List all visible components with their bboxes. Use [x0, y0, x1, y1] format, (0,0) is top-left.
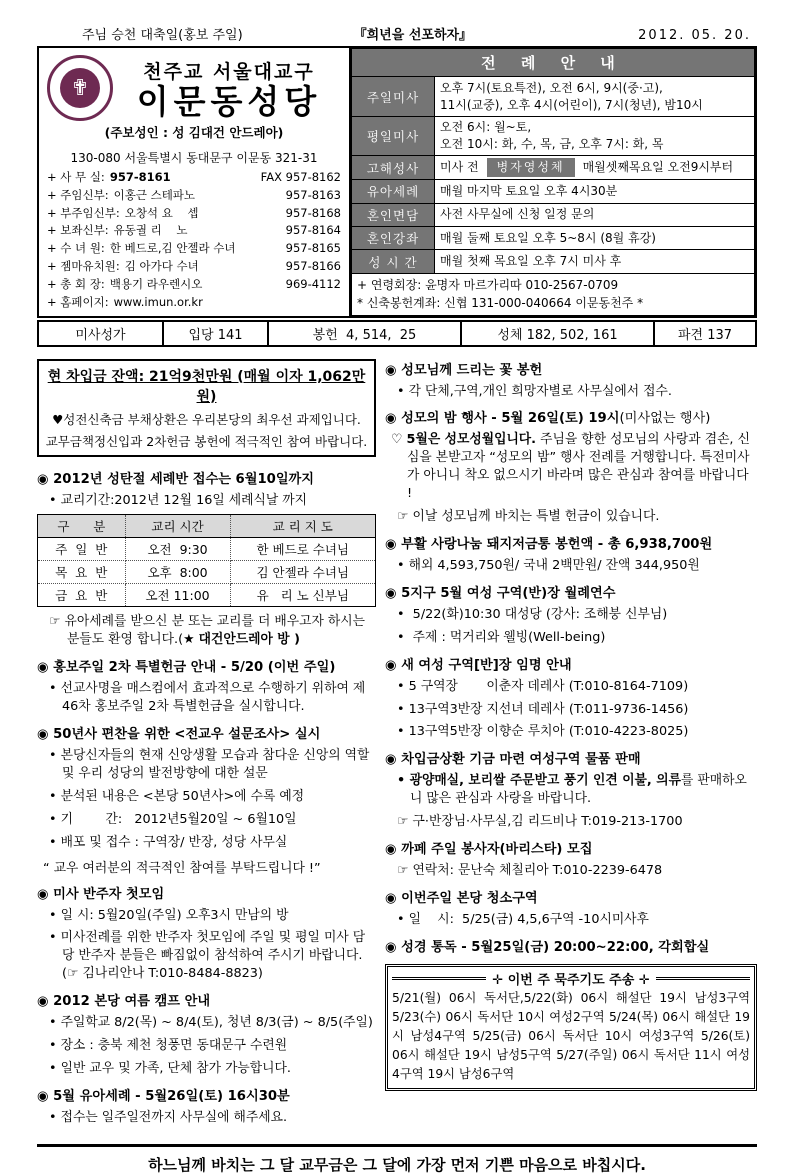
- building-fund-account: * 신축봉헌계좌: 신협 131-000-040664 이문동천주 *: [357, 296, 644, 311]
- contact-phone: 957-8163: [285, 187, 341, 202]
- year-motto: 『희년을 선포하자』: [353, 28, 473, 43]
- feast-day-title: 주님 승천 대축일(홍보 주일): [82, 28, 243, 43]
- appointee-2: • 13구역3반장 지선녀 데레사 (T:011-9736-1456): [397, 701, 689, 717]
- mary-month-paragraph: [385, 431, 757, 503]
- confession-label: 고해성사: [352, 155, 435, 179]
- section-heading: ◉ 2012 본당 여름 캠프 안내: [37, 994, 211, 1010]
- heart-symbol: ♡: [391, 432, 407, 448]
- section-womens-leader-training: [385, 582, 757, 647]
- section-goods-sale: [385, 748, 757, 831]
- section-heading: ◉ 새 여성 구역[반]장 임명 안내: [385, 657, 572, 673]
- contact-value: 한 베드로,김 안젤라 수녀: [109, 241, 236, 256]
- section-heading: ◉ 성경 통독 - 5월25일(금) 20:00~22:00, 각회합실: [385, 939, 710, 955]
- holy-hour-time: 매월 첫째 목요일 오후 7시 미사 후: [435, 250, 755, 273]
- contact-phone: 957-8168: [285, 205, 341, 220]
- weekday-mass-label: 평일미사: [352, 116, 435, 155]
- section-accompanist-meeting: [37, 883, 376, 984]
- section-bible-reading: [385, 936, 757, 955]
- section-heading: ◉ 차입금상환 기금 마련 여성구역 물품 판매: [385, 752, 641, 768]
- contact-label: + 사 무 실:: [47, 170, 105, 184]
- section-heading: ◉ 5지구 5월 여성 구역(반)장 월례연수: [385, 585, 616, 601]
- col-header-division: 구 분: [38, 515, 126, 538]
- homepage-url: www.imun.or.kr: [113, 294, 203, 309]
- table-row: [38, 584, 376, 607]
- brand-text: [117, 57, 341, 120]
- survey-quote: “ 교우 여러분의 적극적인 참여를 부탁드립니다 !”: [43, 860, 321, 876]
- class-name: 주 일 반: [38, 538, 126, 561]
- debt-line2: 교무금책정신입과 2차헌금 봉헌에 적극적인 참여 바랍니다.: [45, 433, 368, 449]
- debt-balance-title: 현 차입금 잔액: 21억9천만원 (매월 이자 1,062만원): [47, 368, 366, 405]
- section-heading: ◉ 성모님께 드리는 꽃 봉헌: [385, 362, 543, 378]
- class-time: 오전 9:30: [125, 538, 230, 561]
- weekday-mass-line1: 오전 6시: 월~토,: [440, 120, 532, 135]
- sunday-mass-line2: 11시(교중), 오후 4시(어린이), 7시(청년), 밤10시: [440, 97, 703, 112]
- section-summer-camp: [37, 990, 376, 1078]
- mary-month-text: 주님을 향한 성모님의 사랑과 겸손, 신심을 본받고자 “성모의 밤” 행사 전례를 거행합니다. 특전미사가 아니니 착오 없으시기 바라며 많은 관심과 참여를 바랍니다 !: [407, 432, 753, 502]
- camp-participation: • 일반 교우 및 가족, 단체 참가 가능합니다.: [49, 1061, 291, 1076]
- camp-dates: • 주일학교 8/2(목) ~ 8/4(토), 청년 8/3(금) ~ 8/5(주일): [49, 1015, 373, 1031]
- holy-hour-label: 성 시 간: [352, 250, 435, 273]
- section-christmas-baptism-class: [37, 468, 376, 650]
- sale-items-bold: • 광양매실, 보리쌀 주문받고 풍기 인견 이불, 의류: [397, 773, 681, 789]
- col-header-teacher: 교 리 지 도: [230, 515, 376, 538]
- catechism-period: • 교리기간:2012년 12월 16일 세례식날 까지: [49, 492, 308, 508]
- section-may-infant-baptism: [37, 1085, 376, 1127]
- offertory-hymns: 봉헌 4, 514, 25: [268, 321, 461, 346]
- liturgy-table-title: 전 례 안 내: [352, 49, 755, 77]
- marriage-consult-info: 사전 사무실에 신청 일정 문의: [435, 203, 755, 226]
- contact-row-associate-pastor: [47, 205, 341, 223]
- section-heading: [385, 407, 757, 426]
- section-heading: ◉ 5월 유아세례 - 5월26일(토) 16시30분: [37, 1088, 290, 1104]
- contact-row-assistant-priest: [47, 222, 341, 240]
- contact-row-homepage: [47, 294, 341, 312]
- sunday-mass-line1: 오후 7시(토요특전), 오전 6시, 9시(중·고),: [440, 80, 663, 95]
- sunday-mass-times: [435, 77, 755, 116]
- offering-detail: • 선교사명을 매스컴에서 효과적으로 수행하기 위하여 제46차 홍보주일 2차 특별헌금을 실시합니다.: [49, 681, 366, 715]
- cleaning-datetime: • 일 시: 5/25(금) 4,5,6구역 -10시미사후: [397, 912, 649, 927]
- contact-row-kindergarten: [47, 258, 341, 276]
- table-row: [38, 538, 376, 561]
- confession-time: 미사 전: [440, 160, 479, 175]
- flower-registration: • 각 단체,구역,개인 희망자별로 사무실에서 접수.: [397, 383, 672, 399]
- weekday-mass-times: [435, 116, 755, 155]
- contact-label: + 총 회 장:: [47, 276, 105, 291]
- contact-value: 백용기 라우렌시오: [109, 276, 203, 291]
- section-heading: ◉ 부활 사랑나눔 돼지저금통 봉헌액 - 총 6,938,700원: [385, 536, 713, 552]
- survey-distribution: • 배포 및 접수 : 구역장/ 반장, 성당 사무실: [49, 834, 288, 850]
- liturgy-panel: [351, 48, 755, 316]
- contact-label: + 주임신부:: [47, 187, 109, 202]
- mary-month-bold: 5월은 성모성월입니다.: [406, 432, 537, 448]
- contact-value: 김 아가다 수녀: [124, 259, 199, 274]
- contact-label: + 젬마유치원:: [47, 259, 120, 274]
- sale-contact: ☞ 구·반장님·사무실,김 리드비나 T:019-213-1700: [397, 814, 683, 830]
- table-row: [38, 561, 376, 584]
- patron-saint: (주보성인 : 성 김대건 안드레아): [104, 125, 284, 140]
- sale-items-rest: 를 판매하오니 많은 관심과 사랑을 바랍니다.: [410, 773, 747, 807]
- contact-value: 오창석 요 셉: [124, 205, 199, 220]
- contact-phone: FAX 957-8162: [260, 170, 341, 184]
- contact-row-pastor: [47, 187, 341, 205]
- church-logo-icon: [47, 55, 113, 121]
- right-column: [385, 359, 757, 1132]
- section-special-offering: [37, 656, 376, 716]
- piggybank-breakdown: • 해외 4,593,750원/ 국내 2백만원/ 잔액 344,950원: [397, 557, 700, 573]
- sick-communion-label: 병자영성체: [487, 158, 575, 177]
- church-name: 이문동성당: [136, 81, 322, 121]
- section-flower-offering: [385, 359, 757, 401]
- contact-label: + 수 녀 원:: [47, 241, 105, 256]
- room-name: 대건안드레아 방 ): [198, 632, 300, 648]
- masthead: [37, 46, 757, 318]
- section-piggybank-offering: [385, 533, 757, 575]
- class-teacher: 한 베드로 수녀님: [230, 538, 376, 561]
- contact-value: 957-8161: [109, 170, 171, 184]
- class-teacher: 유 리 노 신부님: [230, 584, 376, 607]
- contact-label: + 보좌신부:: [47, 223, 109, 238]
- appointee-1: • 5 구역장 이춘자 데레사 (T:010-8164-7109): [397, 678, 689, 694]
- training-topic: • 주제 : 먹거리와 웰빙(Well-being): [397, 629, 606, 645]
- survey-period: • 기 간: 2012년5월20일 ~ 6월10일: [49, 811, 297, 827]
- footer-message: 하느님께 바치는 그 달 교무금은 그 달에 가장 먼저 기쁜 마음으로 바칩시다.: [37, 1144, 757, 1175]
- class-teacher: 김 안젤라 수녀님: [230, 561, 376, 584]
- class-time: 오후 8:00: [125, 561, 230, 584]
- baptism-welcome-note: [37, 613, 376, 649]
- contact-phone: 969-4112: [285, 276, 341, 291]
- contact-value: 이홍근 스테파노: [113, 187, 196, 202]
- appointee-3: • 13구역5반장 이향순 루치아 (T:010-4223-8025): [397, 724, 689, 740]
- rosary-box-title: [392, 969, 750, 988]
- recessional-hymn: 파견 137: [654, 321, 756, 346]
- section-heading: ◉ 까페 주일 봉사자(바리스타) 모집: [385, 842, 593, 858]
- weekday-mass-line2: 오전 10시: 화, 수, 목, 금, 오후 7시: 화, 목: [440, 136, 664, 151]
- camp-location: • 장소 : 충북 제천 청풍면 동대문구 수련원: [49, 1038, 288, 1054]
- debt-balance-box: [37, 359, 376, 457]
- sick-communion-time: 매월셋째목요일 오전9시부터: [582, 160, 734, 175]
- contact-phone: 957-8165: [285, 241, 341, 256]
- contact-phone: 957-8164: [285, 223, 341, 238]
- hymns-title: 미사성가: [38, 321, 163, 346]
- section-heading: ◉ 홍보주일 2차 특별헌금 안내 - 5/20 (이번 주일): [37, 660, 336, 676]
- rosary-schedule: 5/21(월) 06시 독서단,5/22(화) 06시 해설단 19시 남성3구역 5/23(수) 06시 독서단 10시 여성2구역 5/24(목) 06시 해설단 19시 남성4구역 5/25(금) 06시 독서단 10시 여성3구역 5/26(토) 06시 해설단 19시 남성5구역 5/27(주일) 06시 독서단 11시 여성4구역 19시 남성6구역: [392, 990, 750, 1082]
- sunday-mass-label: 주일미사: [352, 77, 435, 116]
- section-heading: ◉ 50년사 편찬을 위한 <전교우 설문조사> 실시: [37, 727, 321, 743]
- section-mary-night: [385, 407, 757, 526]
- marriage-course-time: 매월 둘째 토요일 오후 5~8시 (8월 휴강): [435, 226, 755, 249]
- issue-date: 2012. 05. 20.: [638, 28, 751, 43]
- infant-baptism-time: 매월 마지막 토요일 오후 4시30분: [435, 180, 755, 203]
- event-note: (미사없는 행사): [619, 411, 711, 427]
- class-name: 목 요 반: [38, 561, 126, 584]
- section-barista-recruitment: [385, 838, 757, 880]
- contact-row-office: [47, 169, 341, 187]
- cross-icon: ✟: [60, 68, 100, 108]
- contact-phone: 957-8166: [285, 259, 341, 274]
- special-collection-note: ☞ 이날 성모님께 바치는 특별 헌금이 있습니다.: [397, 509, 660, 525]
- debt-line1: ♥성전신축금 부채상환은 우리본당의 최우선 과제입니다.: [52, 411, 361, 427]
- event-title: ◉ 성모의 밤 행사 - 5월 26일(토) 19시: [385, 411, 620, 427]
- contact-row-president: [47, 276, 341, 294]
- section-cleaning-area: [385, 887, 757, 929]
- liturgy-notes: [352, 273, 755, 315]
- left-column: [37, 359, 376, 1132]
- class-name: 금 요 반: [38, 584, 126, 607]
- age-society-president: + 연령회장: 윤명자 마르가리따 010-2567-0709: [357, 278, 619, 293]
- church-identity-panel: [39, 48, 351, 316]
- catechism-class-table: [37, 514, 376, 607]
- marriage-course-label: 혼인강좌: [352, 226, 435, 249]
- marriage-consult-label: 혼인면담: [352, 203, 435, 226]
- liturgy-table: [351, 48, 755, 316]
- rosary-title-text: ✛ 이번 주 묵주기도 주송 ✛: [492, 972, 650, 988]
- note-text: ☞ 유아세례를 받으신 분 또는 교리를 더 배우고자 하시는 분들도 환영 합니다.(★: [49, 614, 370, 648]
- meeting-detail: • 미사전례를 위한 반주자 첫모임에 주일 및 평일 미사 담당 반주자 분들은 빠짐없이 참석하여 주시기 바랍니다.(☞ 김나리안나 T:010-8484-8823): [49, 930, 366, 982]
- contact-row-convent: [47, 240, 341, 258]
- training-datetime: • 5/22(화)10:30 대성당 (강사: 조해붕 신부님): [397, 606, 668, 622]
- main-columns: [37, 359, 757, 1132]
- communion-hymns: 성체 182, 502, 161: [461, 321, 654, 346]
- baptism-registration: • 접수는 일주일전까지 사무실에 해주세요.: [49, 1109, 288, 1125]
- rosary-schedule-box: [385, 964, 757, 1091]
- mass-hymns-bar: [37, 320, 757, 347]
- section-heading: ◉ 2012년 성탄절 세례반 접수는 6월10일까지: [37, 471, 315, 487]
- survey-publication: • 분석된 내용은 <본당 50년사>에 수록 예정: [49, 788, 305, 804]
- infant-baptism-label: 유아세례: [352, 180, 435, 203]
- section-heading: ◉ 이번주일 본당 청소구역: [385, 891, 538, 906]
- section-50year-survey: [37, 723, 376, 876]
- class-time: 오전 11:00: [125, 584, 230, 607]
- section-new-leader-appointment: [385, 654, 757, 742]
- section-heading: ◉ 미사 반주자 첫모임: [37, 886, 165, 902]
- confession-row: [435, 155, 755, 179]
- contact-label: + 부주임신부:: [47, 205, 120, 220]
- contact-label: + 홈페이지:: [47, 294, 109, 309]
- top-bar: [37, 24, 757, 43]
- brand-row: [47, 55, 341, 121]
- sale-items: [385, 772, 757, 808]
- contact-value: 유동궐 리 노: [113, 223, 188, 238]
- church-address: 130-080 서울특별시 동대문구 이문동 321-31: [70, 151, 318, 165]
- survey-purpose: • 본당신자들의 현재 신앙생활 모습과 참다운 신앙의 역할 및 우리 성당의 발전방향에 대한 설문: [49, 748, 374, 781]
- barista-contact: ☞ 연락처: 문난숙 체칠리아 T:010-2239-6478: [397, 863, 663, 879]
- entrance-hymn: 입당 141: [163, 321, 268, 346]
- meeting-datetime: • 일 시: 5월20일(주일) 오후3시 만남의 방: [49, 907, 289, 923]
- col-header-time: 교리 시간: [125, 515, 230, 538]
- diocese-name: 천주교 서울대교구: [143, 60, 315, 83]
